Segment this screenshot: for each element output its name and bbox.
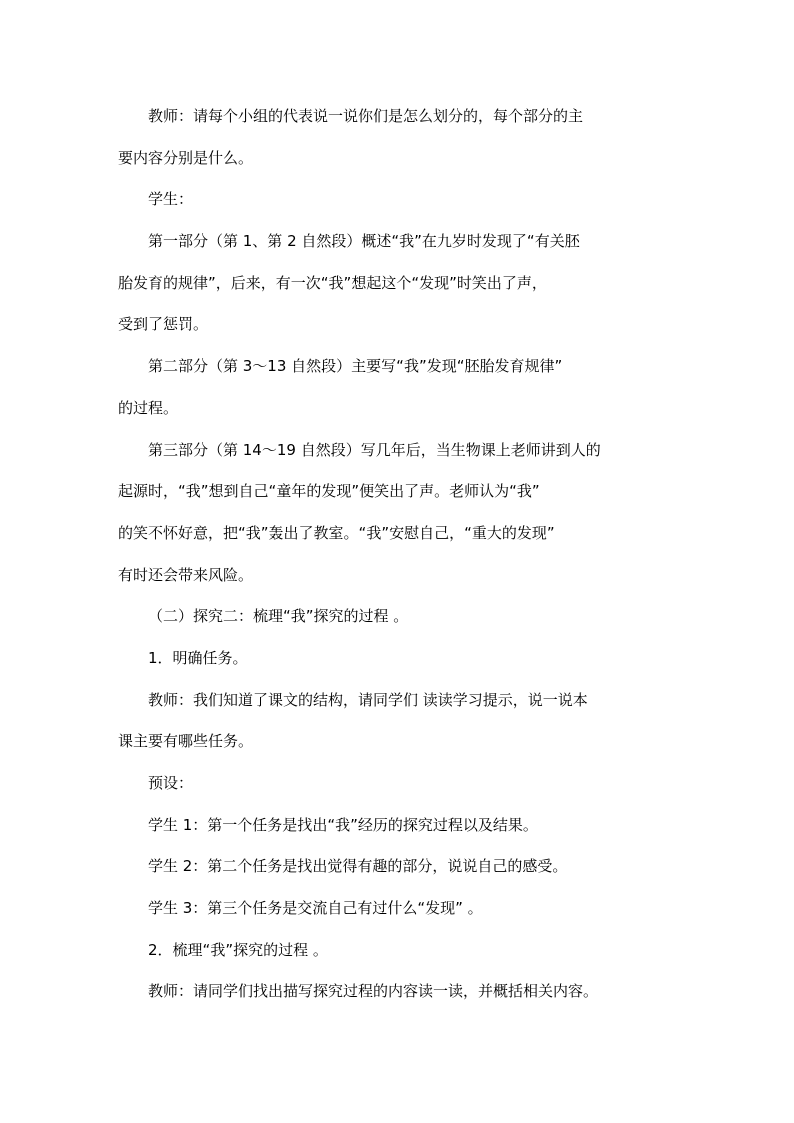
text-line: 要内容分别是什么。 <box>118 148 254 167</box>
text-line: 受到了惩罚。 <box>118 315 209 334</box>
text-line: 预设： <box>148 774 194 792</box>
text-line: 第一部分（第 1、第 2 自然段）概述“我”在九岁时发现了“有关胚 <box>148 232 580 251</box>
text-line: 第二部分（第 3～13 自然段）主要写“我”发现“胚胎发育规律” <box>148 357 563 376</box>
text-line: 课主要有哪些任务。 <box>118 732 254 751</box>
text-line: 的笑不怀好意，把“我”轰出了教室。“我”安慰自己，“重大的发现” <box>118 523 555 542</box>
document-page <box>118 96 618 1013</box>
text-line: 胎发育的规律”，后来，有一次“我”想起这个“发现”时笑出了声， <box>118 273 547 292</box>
text-line: 学生 2：第二个任务是找出觉得有趣的部分，说说自己的感受。 <box>148 857 568 876</box>
text-line: 学生： <box>148 190 194 209</box>
text-line: 2．梳理“我”探究的过程 。 <box>148 940 328 959</box>
text-line: 学生 1：第一个任务是找出“我”经历的探究过程以及结果。 <box>148 815 538 834</box>
text-line: 教师：请每个小组的代表说一说你们是怎么划分的，每个部分的主 <box>148 107 584 125</box>
text-line: （二）探究二：梳理“我”探究的过程 。 <box>148 607 409 626</box>
text-line: 起源时，“我”想到自己“童年的发现”便笑出了声。老师认为“我” <box>118 482 540 501</box>
text-line: 有时还会带来风险。 <box>118 565 254 584</box>
text-line: 学生 3：第三个任务是交流自己有过什么“发现” 。 <box>148 899 483 918</box>
text-line: 教师：我们知道了课文的结构，请同学们 读读学习提示，说一说本 <box>148 690 588 709</box>
text-line: 1．明确任务。 <box>148 648 248 667</box>
text-line: 第三部分（第 14～19 自然段）写几年后，当生物课上老师讲到人的 <box>148 440 601 459</box>
text-line: 教师：请同学们找出描写探究过程的内容读一读，并概括相关内容。 <box>148 982 599 1001</box>
text-line: 的过程。 <box>118 398 179 417</box>
